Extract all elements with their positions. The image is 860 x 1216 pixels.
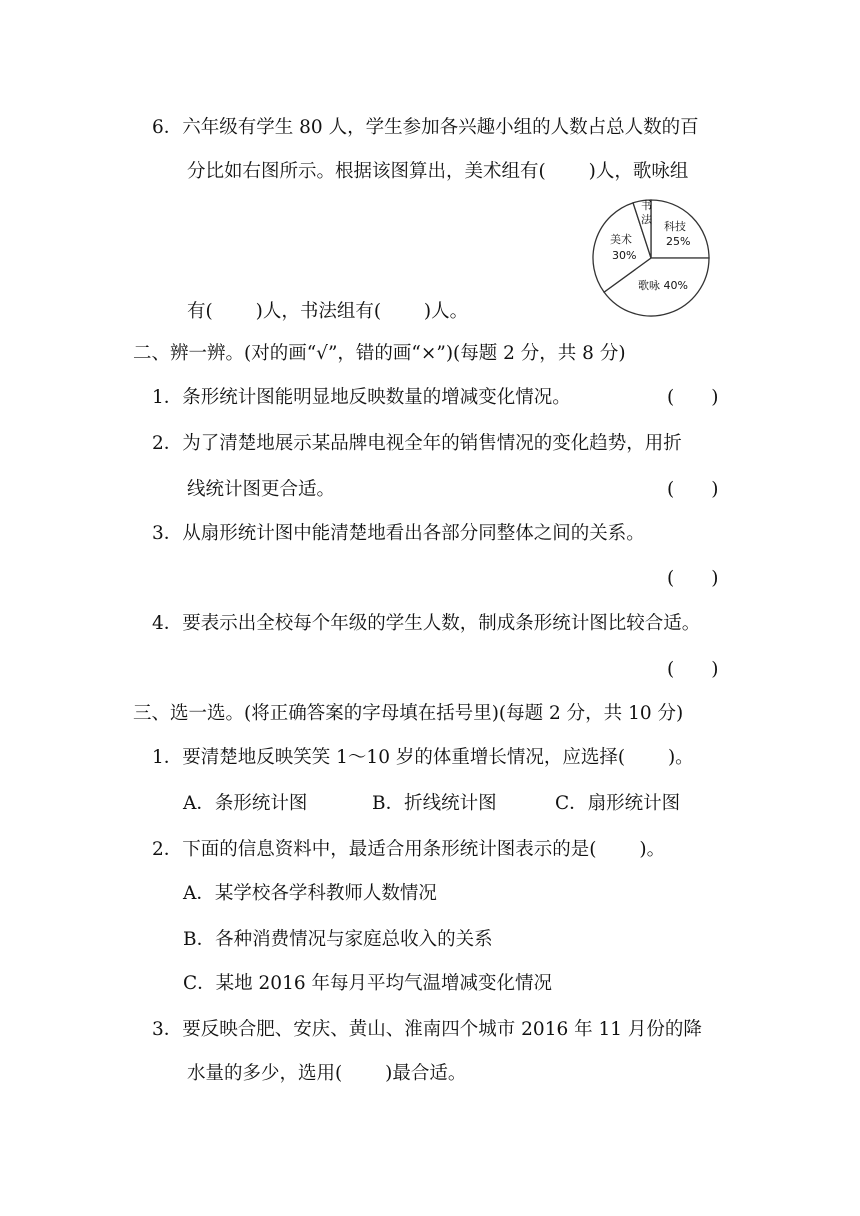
q6-line3: 有( )人，书法组有( )人。 xyxy=(187,301,469,322)
pie-label-meishu-name: 美术 xyxy=(610,233,632,246)
pie-label-geyong: 歌咏 40% xyxy=(638,279,688,292)
s2-item1-text: 1．条形统计图能明显地反映数量的增减变化情况。 xyxy=(152,387,571,408)
pie-label-shufa-1: 书 xyxy=(641,199,652,212)
s2-item2-text2: 线统计图更合适。 xyxy=(187,479,336,500)
s2-item3-bracket[interactable]: ( ) xyxy=(667,568,719,589)
s2-item4-text: 4．要表示出全校每个年级的学生人数，制成条形统计图比较合适。 xyxy=(152,613,701,634)
s2-item3-text: 3．从扇形统计图中能清楚地看出各部分同整体之间的关系。 xyxy=(152,523,645,544)
s3-q1-option-c[interactable]: C．扇形统计图 xyxy=(555,793,681,814)
section2-title: 二、辨一辨。(对的画“√”，错的画“×”)(每题 2 分，共 8 分) xyxy=(133,343,626,364)
pie-label-shufa-2: 法 xyxy=(641,213,652,226)
pie-label-keji-name: 科技 xyxy=(664,220,686,233)
s2-item2-text: 2．为了清楚地展示某品牌电视全年的销售情况的变化趋势，用折 xyxy=(152,433,682,454)
s3-q2-option-b[interactable]: B．各种消费情况与家庭总收入的关系 xyxy=(183,929,493,950)
s3-q2-text: 2．下面的信息资料中，最适合用条形统计图表示的是( )。 xyxy=(152,839,666,860)
q6-line1: 6．六年级有学生 80 人，学生参加各兴趣小组的人数占总人数的百 xyxy=(152,117,699,138)
s3-q2-option-c[interactable]: C．某地 2016 年每月平均气温增减变化情况 xyxy=(183,973,552,994)
s2-item1-bracket[interactable]: ( ) xyxy=(667,387,719,408)
s3-q1-option-b[interactable]: B．折线统计图 xyxy=(372,793,497,814)
s2-item4-bracket[interactable]: ( ) xyxy=(667,659,719,680)
pie-label-meishu-value: 30% xyxy=(612,249,637,262)
pie-chart xyxy=(592,192,716,324)
s3-q3-line1: 3．要反映合肥、安庆、黄山、淮南四个城市 2016 年 11 月份的降 xyxy=(152,1019,702,1040)
q6-line2: 分比如右图所示。根据该图算出，美术组有( )人，歌咏组 xyxy=(187,161,689,182)
s3-q1-option-a[interactable]: A．条形统计图 xyxy=(183,793,308,814)
pie-label-keji-value: 25% xyxy=(666,235,691,248)
s3-q1-text: 1．要清楚地反映笑笑 1～10 岁的体重增长情况，应选择( )。 xyxy=(152,747,694,768)
s3-q3-line2: 水量的多少，选用( )最合适。 xyxy=(187,1063,467,1084)
s3-q2-option-a[interactable]: A．某学校各学科教师人数情况 xyxy=(183,883,437,904)
section3-title: 三、选一选。(将正确答案的字母填在括号里)(每题 2 分，共 10 分) xyxy=(133,703,684,724)
s2-item2-bracket[interactable]: ( ) xyxy=(667,479,719,500)
